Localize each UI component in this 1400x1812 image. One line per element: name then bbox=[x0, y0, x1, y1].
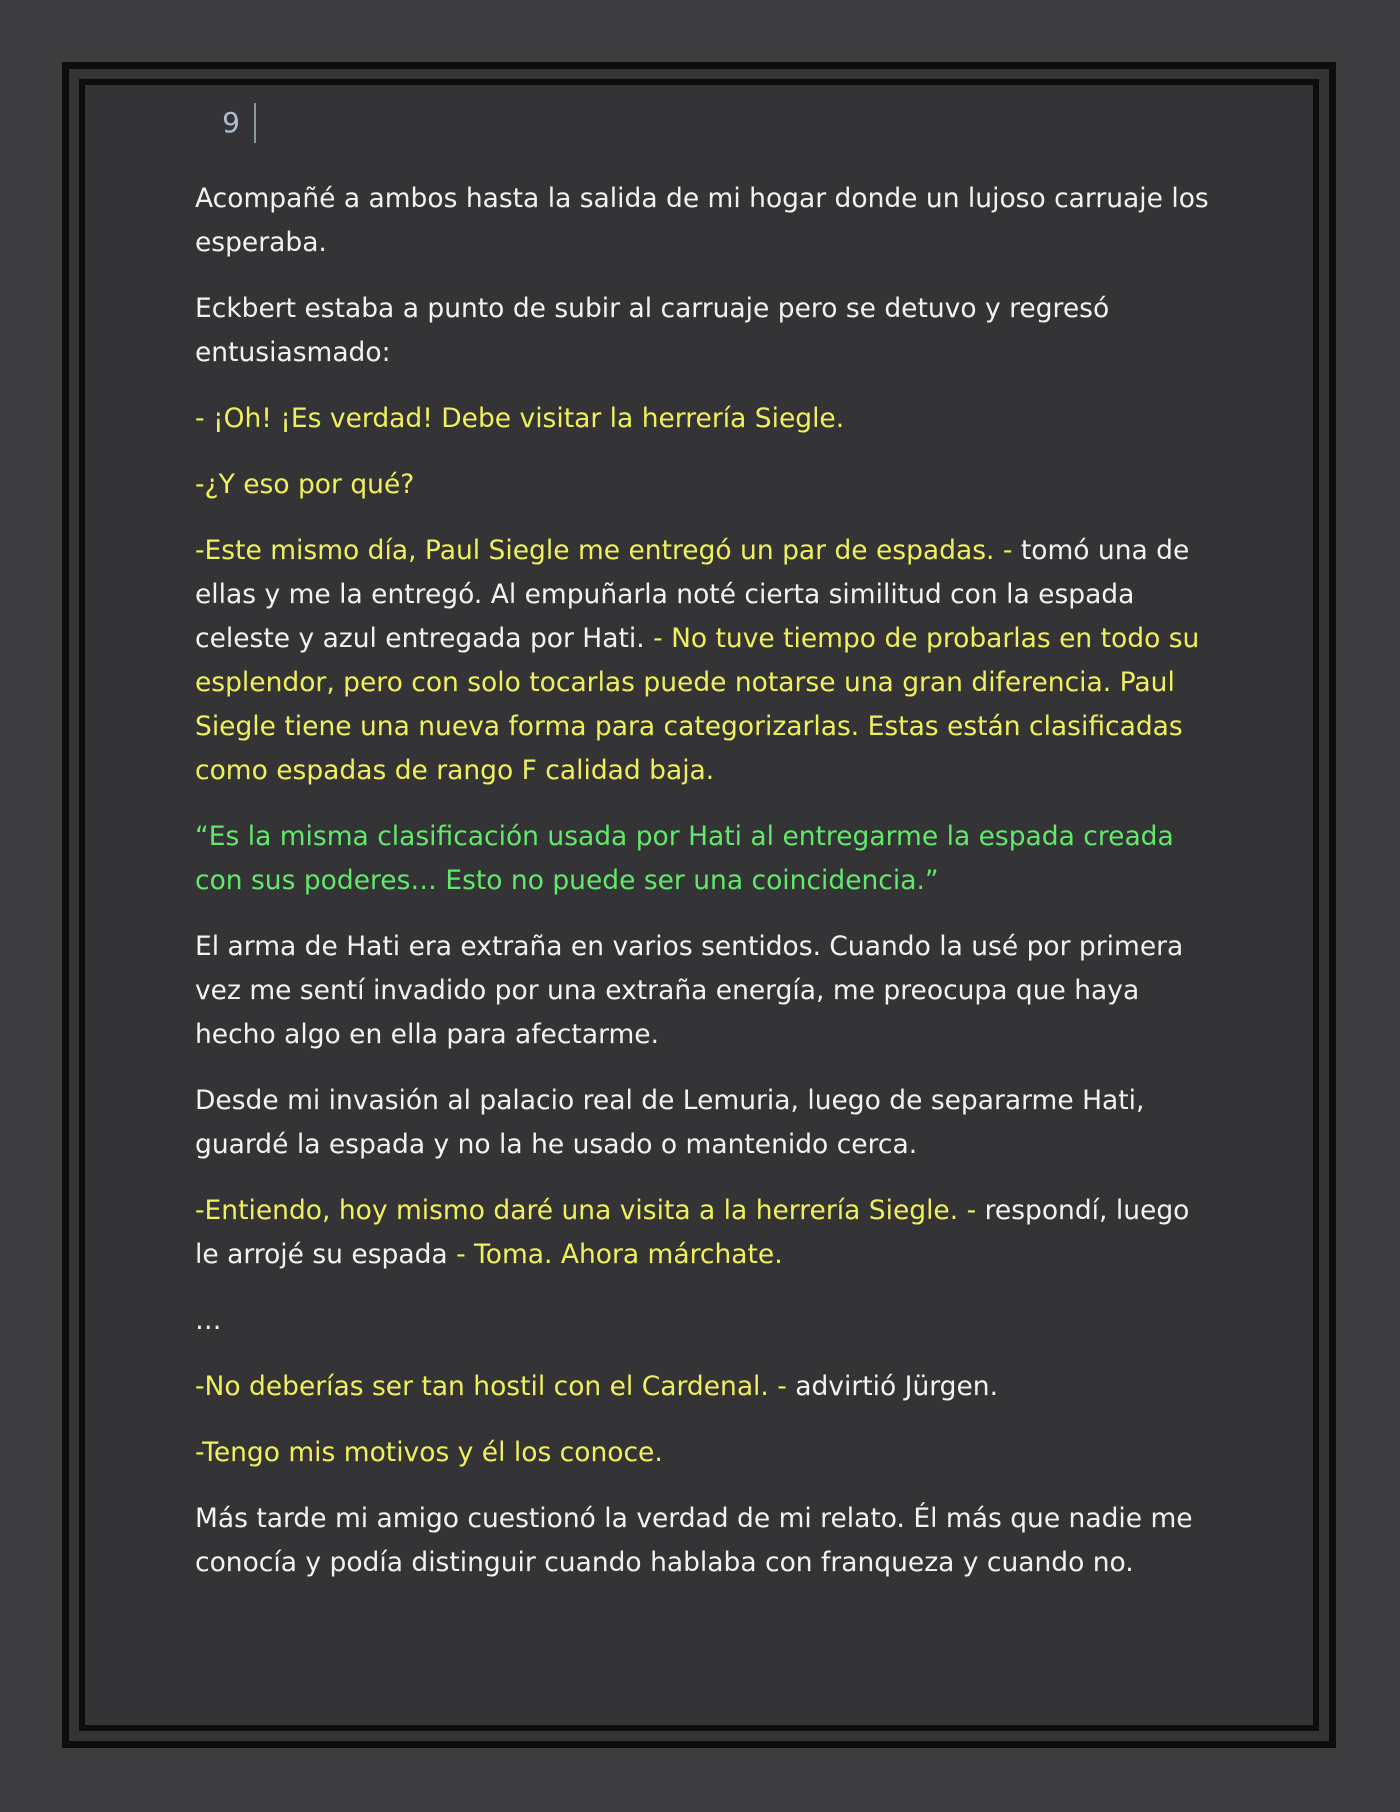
page-frame-inner bbox=[79, 79, 1319, 1731]
paragraph bbox=[195, 1431, 1215, 1475]
thought-text: “Es la misma clasificación usada por Hati al entregarme la espada creada con sus poderes… Esto no puede ser una coincidencia.” bbox=[195, 821, 1174, 896]
dialogue-text: -Tengo mis motivos y él los conoce. bbox=[195, 1437, 663, 1468]
paragraph bbox=[195, 1497, 1215, 1585]
dialogue-text: -¿Y eso por qué? bbox=[195, 469, 415, 500]
narration-text: Acompañé a ambos hasta la salida de mi hogar donde un lujoso carruaje los esperaba. bbox=[195, 183, 1209, 258]
paragraph bbox=[195, 1189, 1215, 1277]
narration-text: … bbox=[195, 1305, 222, 1336]
paragraph bbox=[195, 925, 1215, 1057]
paragraph bbox=[195, 287, 1215, 375]
paragraph bbox=[195, 529, 1215, 793]
paragraph bbox=[195, 463, 1215, 507]
story-text bbox=[195, 177, 1215, 1607]
narration-text: Desde mi invasión al palacio real de Lemuria, luego de separarme Hati, guardé la espada y no la he usado o mantenido cerca. bbox=[195, 1085, 1145, 1160]
dialogue-text: - ¡Oh! ¡Es verdad! Debe visitar la herrería Siegle. bbox=[195, 403, 845, 434]
narration-text: El arma de Hati era extraña en varios sentidos. Cuando la usé por primera vez me sentí invadido por una extraña energía, me preocupa que haya hecho algo en ella para afectarme. bbox=[195, 931, 1184, 1050]
paragraph bbox=[195, 1079, 1215, 1167]
dialogue-text: -No deberías ser tan hostil con el Cardenal. - bbox=[195, 1371, 796, 1402]
paragraph bbox=[195, 177, 1215, 265]
paragraph bbox=[195, 1299, 1215, 1343]
dialogue-text: - No tuve tiempo de probarlas en todo su esplendor, pero con solo tocarlas puede notarse una gran diferencia. Paul Siegle tiene una nueva forma para categorizarlas. Estas están clasificadas como espadas de rango F calidad baja. bbox=[195, 623, 1200, 786]
page-number: 9 bbox=[170, 103, 256, 143]
dialogue-text: -Entiendo, hoy mismo daré una visita a la herrería Siegle. - bbox=[195, 1195, 985, 1226]
page-frame-outer bbox=[62, 62, 1336, 1748]
paragraph bbox=[195, 1365, 1215, 1409]
narration-text: respondí, luego le arrojé su espada bbox=[195, 1195, 1190, 1270]
narration-text: advirtió Jürgen. bbox=[795, 1371, 999, 1402]
narration-text: Más tarde mi amigo cuestionó la verdad de mi relato. Él más que nadie me conocía y podía distinguir cuando hablaba con franqueza y cuando no. bbox=[195, 1503, 1193, 1578]
paragraph bbox=[195, 397, 1215, 441]
paragraph bbox=[195, 815, 1215, 903]
dialogue-text: - Toma. Ahora márchate. bbox=[456, 1239, 783, 1270]
dialogue-text: -Este mismo día, Paul Siegle me entregó un par de espadas. - bbox=[195, 535, 1021, 566]
narration-text: Eckbert estaba a punto de subir al carruaje pero se detuvo y regresó entusiasmado: bbox=[195, 293, 1110, 368]
narration-text: tomó una de ellas y me la entregó. Al empuñarla noté cierta similitud con la espada celeste y azul entregada por Hati. bbox=[195, 535, 1190, 654]
